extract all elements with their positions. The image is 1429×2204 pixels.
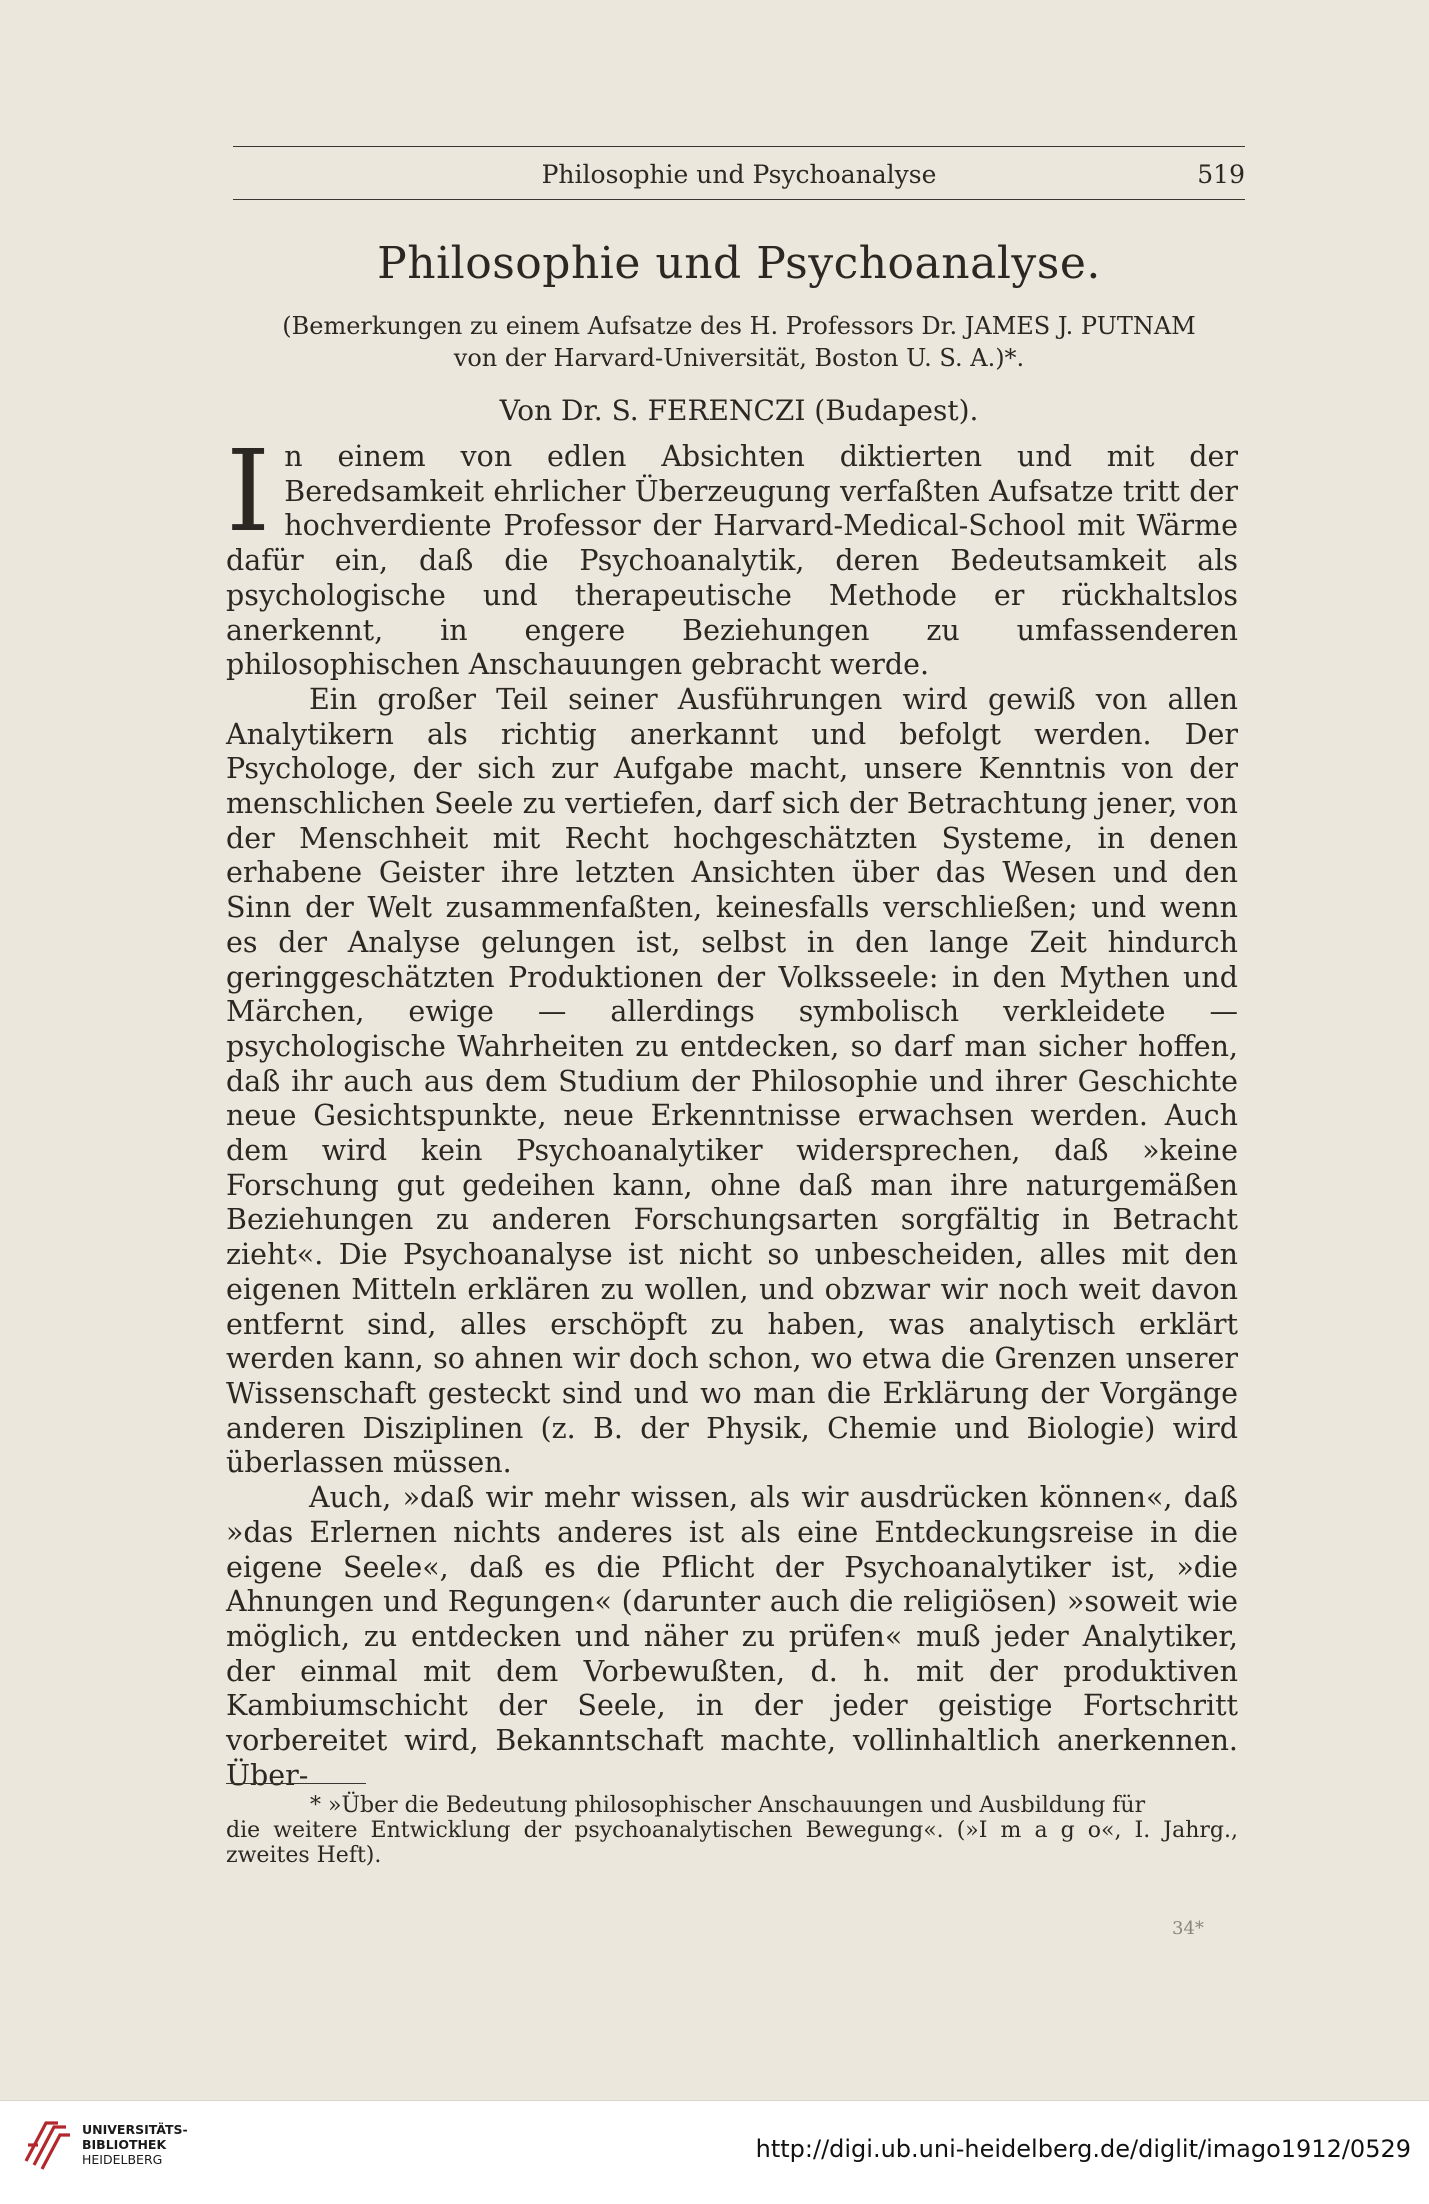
subtitle-line-1: (Bemerkungen zu einem Aufsatze des H. Professors Dr. JAMES J. PUTNAM <box>282 312 1196 340</box>
article-subtitle <box>233 310 1245 374</box>
drop-cap: I <box>226 427 271 557</box>
paragraph-1 <box>226 427 1238 683</box>
article-author: Von Dr. S. FERENCZI (Budapest). <box>499 394 979 427</box>
paragraph-2: Ein großer Teil seiner Ausführungen wird gewiß von allen Analytikern als richtig anerkannt und befolgt werden. Der Psychologe, der sich zur Aufgabe macht, unsere Kenntnis von der menschlichen Seele zu vertiefen, darf sich der Betrachtung jener, von der Menschheit mit Recht hochgeschätzten Systeme, in denen erhabene Geister ihre letzten Ansichten über das Wesen und den Sinn der Welt zusammenfaßten, keinesfalls verschließen; und wenn es der Analyse gelungen ist, selbst in den lange Zeit hindurch geringgeschätzten Produktionen der Volksseele: in den Mythen und Märchen, ewige — allerdings symbolisch verkleidete — psychologische Wahrheiten zu entdecken, so darf man sicher hoffen, daß ihr auch aus dem Studium der Philosophie und ihrer Geschichte neue Gesichtspunkte, neue Erkenntnisse erwachsen werden. Auch dem wird kein Psychoanalytiker widersprechen, daß »keine Forschung gut gedeihen kann, ohne daß man ihre naturgemäßen Beziehungen zu anderen Forschungsarten sorgfältig in Betracht zieht«. Die Psychoanalyse ist nicht so unbescheiden, alles mit den eigenen Mitteln erklären zu wollen, und obzwar wir noch weit davon entfernt sind, alles erschöpft zu haben, was analytisch erklärt werden kann, so ahnen wir doch schon, wo etwa die Grenzen unserer Wissenschaft gesteckt sind und wo man die Erklärung der Vorgänge anderen Disziplinen (z. B. der Physik, Chemie und Biologie) wird überlassen müssen. <box>226 682 1238 1480</box>
footnote <box>226 1793 1238 1868</box>
library-name-line-3: HEIDELBERG <box>82 2152 163 2167</box>
header-rule-top <box>233 146 1245 147</box>
footer-bar <box>0 2100 1429 2204</box>
library-name-line-1: UNIVERSITÄTS- <box>82 2122 188 2137</box>
library-name-line-2: BIBLIOTHEK <box>82 2137 167 2152</box>
source-url: http://digi.ub.uni-heidelberg.de/diglit/imago1912/0529 <box>755 2135 1411 2163</box>
footnote-rest: die weitere Entwicklung der psychoanalytischen Bewegung«. (»I m a g o«, I. Jahrg., zweites Heft). <box>226 1818 1238 1868</box>
signature-mark: 34* <box>1172 1918 1204 1939</box>
footnote-line-1: * »Über die Bedeutung philosophischer Anschauungen und Ausbildung für <box>310 1793 1146 1818</box>
library-name <box>82 2122 188 2167</box>
library-logo-icon <box>22 2111 72 2173</box>
paragraph-1-text: n einem von edlen Absichten diktierten und mit der Beredsamkeit ehrlicher Überzeugung verfaßten Aufsatze tritt der hochverdiente Professor der Harvard-Medical-School mit Wärme dafür ein, daß die Psychoanalytik, deren Bedeutsamkeit als psychologische und therapeutische Methode er rückhaltslos anerkennt, in engere Beziehungen zu umfassenderen philosophischen Anschauungen gebracht werde. <box>226 440 1238 682</box>
running-head <box>233 160 1245 192</box>
paragraph-3: Auch, »daß wir mehr wissen, als wir ausdrücken können«, daß »das Erlernen nichts anderes ist als eine Entdeckungsreise in die eigene Seele«, daß es die Pflicht der Psychoanalytiker ist, »die Ahnungen und Regungen« (darunter auch die religiösen) »soweit wie möglich, zu entdecken und näher zu prüfen« muß jeder Analytiker, der einmal mit dem Vorbewußten, d. h. mit der produktiven Kambiumschicht der Seele, in der jeder geistige Fortschritt vorbereitet wird, Bekanntschaft machte, vollinhaltlich anerkennen. Über- <box>226 1481 1238 1792</box>
footnote-rule <box>226 1783 366 1784</box>
running-head-title: Philosophie und Psychoanalyse <box>541 160 937 189</box>
page-number: 519 <box>1197 160 1245 189</box>
article-body <box>226 427 1238 1793</box>
article-title: Philosophie und Psychoanalyse. <box>377 238 1101 289</box>
subtitle-line-2: von der Harvard-Universität, Boston U. S. A.)*. <box>453 344 1025 372</box>
header-rule-bottom <box>233 199 1245 200</box>
